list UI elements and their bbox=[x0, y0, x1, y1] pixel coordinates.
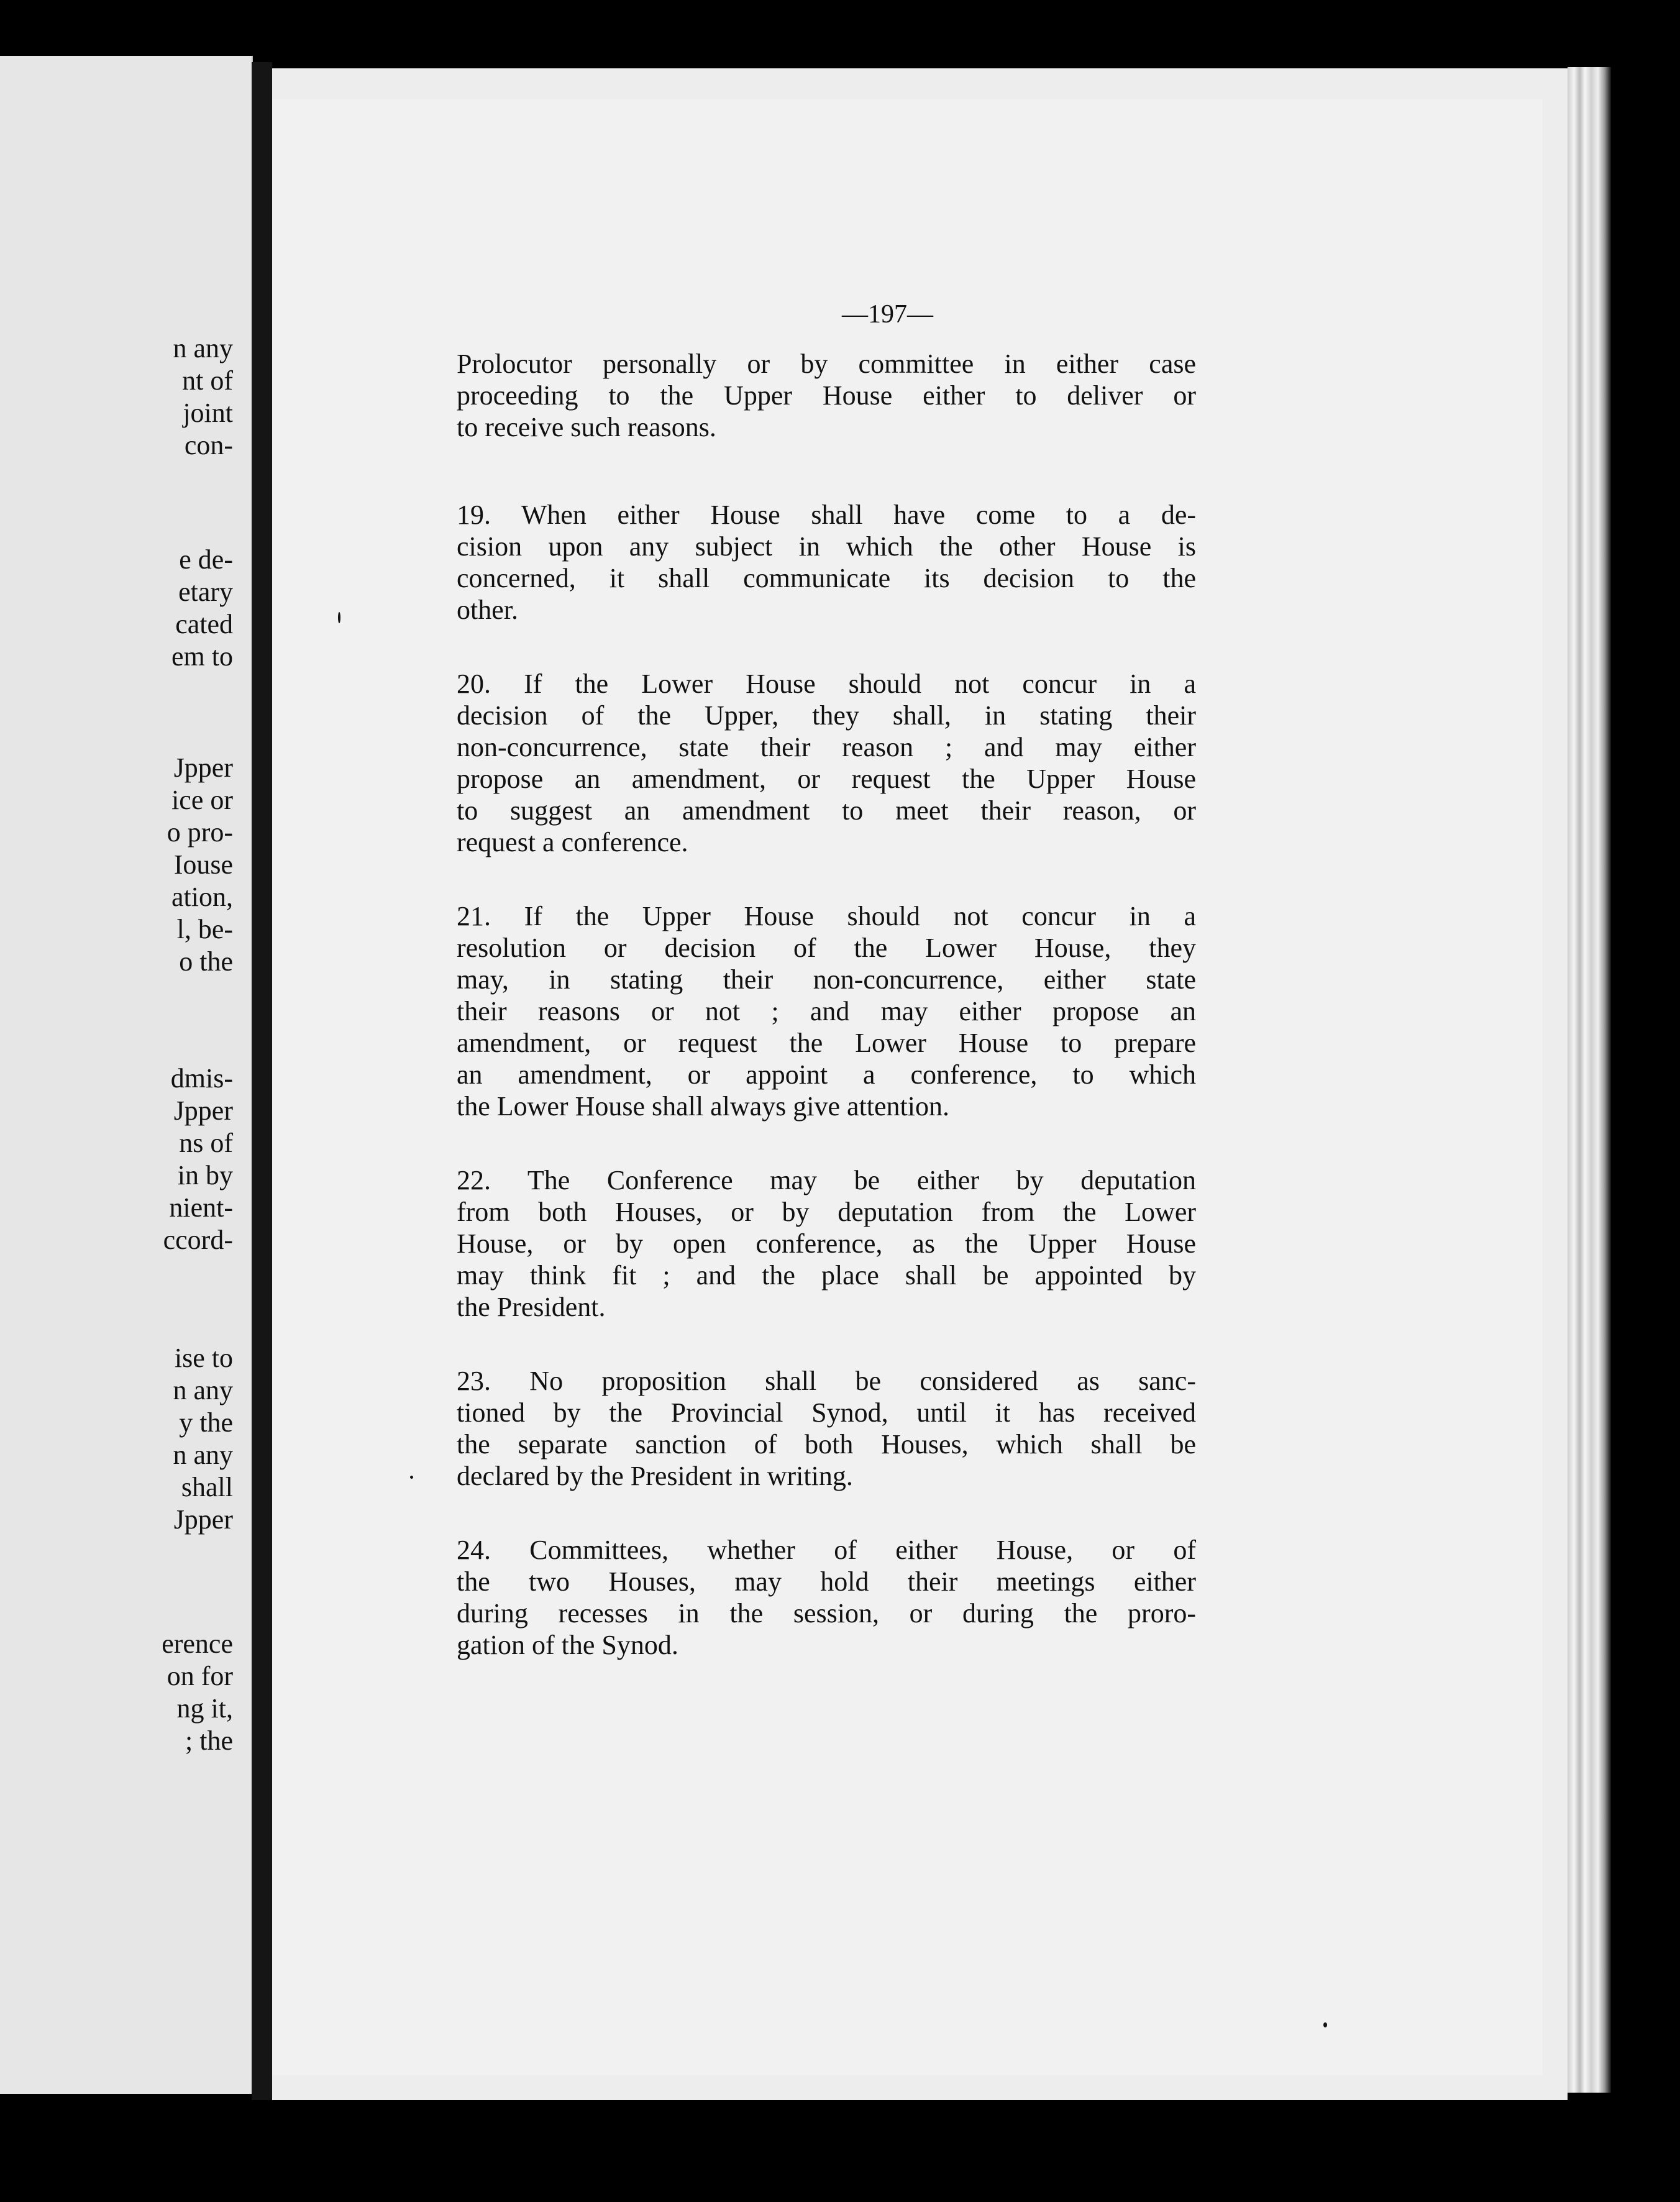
paragraph-line: the President. bbox=[457, 1292, 606, 1322]
facing-page-fragment: joint bbox=[183, 398, 233, 428]
facing-page-fragment: o the bbox=[179, 946, 233, 977]
facing-page-fragment: Jpper bbox=[173, 752, 233, 783]
facing-page-text-fragments bbox=[0, 56, 252, 2094]
book-gutter bbox=[252, 62, 272, 2100]
paragraph bbox=[457, 1365, 1196, 1492]
paragraph bbox=[457, 499, 1196, 626]
facing-page-fragment: ice or bbox=[171, 785, 233, 815]
page-number: —197— bbox=[842, 300, 933, 329]
facing-page-fragment: ise to bbox=[174, 1343, 233, 1373]
paragraph-line: an amendment, or appoint a conference, to which bbox=[457, 1059, 1196, 1090]
facing-page-fragment: n any bbox=[173, 1375, 233, 1405]
paragraph-line: proceeding to the Upper House either to deliver or bbox=[457, 380, 1196, 411]
facing-page-fragment: con- bbox=[184, 430, 233, 460]
paragraph-line: to suggest an amendment to meet their reason, or bbox=[457, 795, 1196, 826]
paragraph-line: tioned by the Provincial Synod, until it has received bbox=[457, 1397, 1196, 1428]
facing-page-fragment: dmis- bbox=[170, 1063, 233, 1094]
paragraph-line: non-concurrence, state their reason ; and may either bbox=[457, 732, 1196, 762]
paragraph-line: 21. If the Upper House should not concur in a bbox=[457, 901, 1196, 931]
print-speck bbox=[338, 612, 340, 623]
facing-page-fragment: nient- bbox=[169, 1192, 233, 1223]
paragraph-line: Prolocutor personally or by committee in either case bbox=[457, 349, 1196, 379]
facing-page-left bbox=[0, 56, 253, 2094]
paragraph-line: declared by the President in writing. bbox=[457, 1461, 853, 1491]
facing-page-fragment: Jpper bbox=[173, 1095, 233, 1126]
paragraph-line: the separate sanction of both Houses, which shall be bbox=[457, 1429, 1196, 1460]
facing-page-fragment: em to bbox=[171, 641, 233, 672]
print-speck bbox=[410, 1476, 413, 1479]
paragraph-line: their reasons or not ; and may either propose an bbox=[457, 996, 1196, 1026]
paragraph-line: decision of the Upper, they shall, in stating their bbox=[457, 700, 1196, 731]
facing-page-fragment: cated bbox=[175, 609, 233, 639]
body-text bbox=[457, 348, 1196, 1703]
paragraph-line: 23. No proposition shall be considered as sanc- bbox=[457, 1366, 1196, 1396]
facing-page-fragment: on for bbox=[167, 1661, 233, 1691]
paragraph-line: may, in stating their non-concurrence, either state bbox=[457, 964, 1196, 995]
page-edges bbox=[1568, 67, 1611, 2093]
paragraph-line: gation of the Synod. bbox=[457, 1630, 678, 1660]
paragraph-line: 24. Committees, whether of either House, or of bbox=[457, 1535, 1196, 1565]
facing-page-fragment: o pro- bbox=[167, 817, 233, 847]
facing-page-fragment: e de- bbox=[179, 544, 233, 575]
facing-page-fragment: ation, bbox=[171, 882, 233, 912]
facing-page-fragment: etary bbox=[178, 577, 233, 607]
paragraph-line: concerned, it shall communicate its decision to the bbox=[457, 563, 1196, 593]
facing-page-fragment: nt of bbox=[182, 365, 233, 396]
paragraph bbox=[457, 348, 1196, 443]
paragraph-line: 22. The Conference may be either by deputation bbox=[457, 1165, 1196, 1195]
facing-page-fragment: ; the bbox=[185, 1725, 233, 1756]
paragraph-line: the Lower House shall always give attention. bbox=[457, 1091, 950, 1122]
facing-page-fragment: Iouse bbox=[173, 849, 233, 880]
paragraph-line: resolution or decision of the Lower House, they bbox=[457, 933, 1196, 963]
paragraph bbox=[457, 900, 1196, 1122]
paragraph bbox=[457, 1164, 1196, 1323]
facing-page-fragment: erence bbox=[162, 1629, 233, 1659]
facing-page-fragment: shall bbox=[181, 1472, 233, 1502]
facing-page-fragment: l, be- bbox=[176, 914, 233, 944]
paragraph-line: from both Houses, or by deputation from the Lower bbox=[457, 1197, 1196, 1227]
paragraph-line: 20. If the Lower House should not concur in a bbox=[457, 669, 1196, 699]
paragraph-line: House, or by open conference, as the Upper House bbox=[457, 1228, 1196, 1259]
paragraph bbox=[457, 1534, 1196, 1661]
facing-page-fragment: ccord- bbox=[163, 1225, 233, 1255]
paragraph-line: propose an amendment, or request the Upper House bbox=[457, 764, 1196, 794]
facing-page-fragment: y the bbox=[179, 1407, 233, 1438]
print-speck bbox=[1323, 2022, 1327, 2027]
facing-page-fragment: ns of bbox=[179, 1128, 233, 1158]
facing-page-fragment: n any bbox=[173, 1440, 233, 1470]
paragraph-line: amendment, or request the Lower House to prepare bbox=[457, 1028, 1196, 1058]
paragraph-line: other. bbox=[457, 595, 518, 625]
paragraph-line: may think fit ; and the place shall be appointed by bbox=[457, 1260, 1196, 1291]
paragraph-line: the two Houses, may hold their meetings either bbox=[457, 1566, 1196, 1597]
paragraph-line: during recesses in the session, or during the proro- bbox=[457, 1598, 1196, 1629]
paragraph-line: to receive such reasons. bbox=[457, 412, 716, 442]
paragraph-line: request a conference. bbox=[457, 827, 688, 857]
paragraph-line: cision upon any subject in which the other House is bbox=[457, 531, 1196, 562]
facing-page-fragment: Jpper bbox=[173, 1504, 233, 1535]
facing-page-fragment: in by bbox=[177, 1160, 233, 1190]
paragraph bbox=[457, 668, 1196, 858]
facing-page-fragment: n any bbox=[173, 333, 233, 363]
paragraph-line: 19. When either House shall have come to a de- bbox=[457, 500, 1196, 530]
facing-page-fragment: ng it, bbox=[176, 1693, 233, 1724]
